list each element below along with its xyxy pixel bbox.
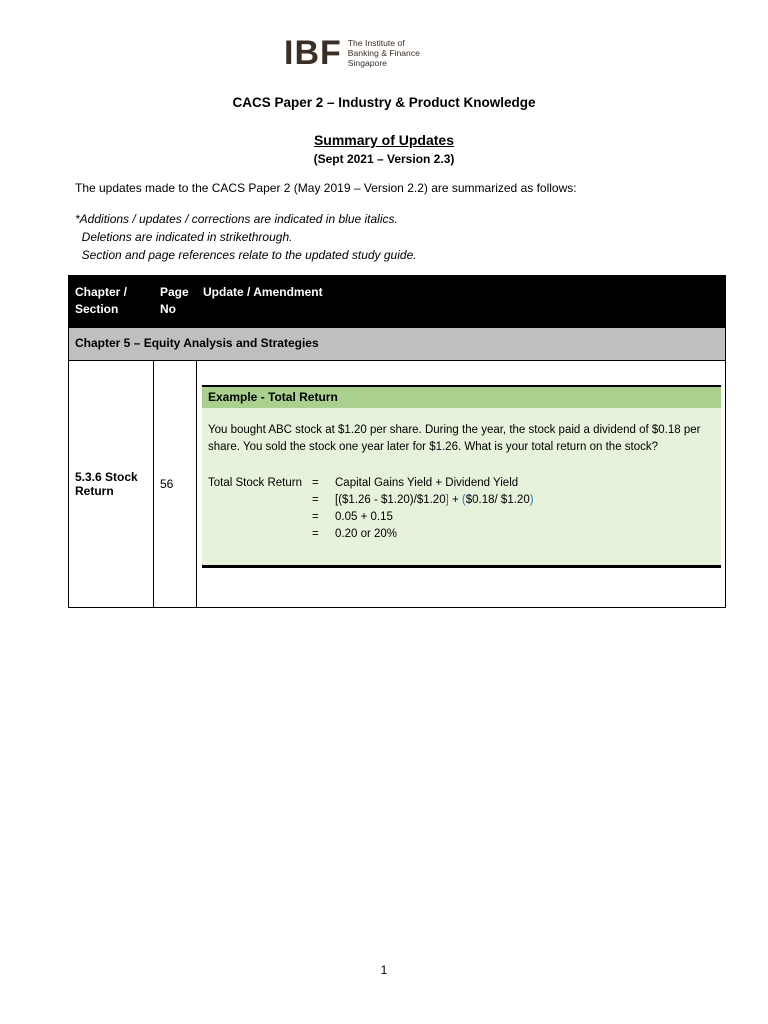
table-header-row: [69, 276, 726, 328]
calc-equals: =: [312, 494, 319, 506]
note-deletions: Deletions are indicated in strikethrough.: [75, 230, 293, 244]
notes: [75, 210, 417, 264]
example-calculation: [208, 475, 534, 543]
calc-label: Total Stock Return: [208, 477, 302, 489]
example-box: [202, 385, 721, 568]
calc-result: 0.20 or 20%: [335, 528, 398, 540]
logo-line-2: Banking & Finance: [347, 48, 420, 58]
chapter-title: Chapter 5 – Equity Analysis and Strategies: [69, 328, 726, 361]
logo-text: [348, 38, 420, 68]
note-references: Section and page references relate to the updated study guide.: [75, 248, 417, 262]
table-row: [69, 361, 726, 608]
calc-equals: =: [312, 511, 319, 523]
example-question: You bought ABC stock at $1.20 per share. During the year, the stock paid a dividend of $0.18 per share. You sold the stock one year later for $1.26. What is your total return on the stock?: [208, 424, 701, 453]
document-title: CACS Paper 2 – Industry & Product Knowledge: [232, 95, 536, 110]
calc-line-4: [208, 526, 534, 543]
header-page: Page No: [154, 276, 197, 328]
note-additions: *Additions / updates / corrections are indicated in blue italics.: [75, 212, 398, 226]
calc-line-1: [208, 475, 534, 492]
logo-mark: IBF: [284, 34, 342, 72]
example-title: Example - Total Return: [202, 387, 721, 408]
ibf-logo: [284, 36, 420, 70]
calc-substitution: [($1.26 - $1.20)/$1.20] + ($0.18/ $1.20): [335, 494, 534, 506]
calc-values: 0.05 + 0.15: [335, 511, 393, 523]
calc-equals: =: [312, 477, 319, 489]
row-update: [197, 361, 726, 608]
version-label: (Sept 2021 – Version 2.3): [313, 152, 455, 166]
calc-formula: Capital Gains Yield + Dividend Yield: [335, 477, 519, 489]
calc-line-2: [208, 492, 534, 509]
chapter-row: [69, 328, 726, 361]
page-number: 1: [380, 963, 388, 977]
updates-table: [68, 275, 726, 608]
summary-heading: [0, 132, 768, 148]
calc-line-3: [208, 509, 534, 526]
header-update: Update / Amendment: [197, 276, 726, 328]
logo-line-1: The Institute of: [347, 38, 405, 48]
header-section: Chapter / Section: [69, 276, 154, 328]
calc-equals: =: [312, 528, 319, 540]
row-page: 56: [154, 361, 197, 608]
logo-line-3: Singapore: [347, 58, 387, 68]
row-section: 5.3.6 Stock Return: [69, 361, 154, 608]
summary-heading-text: Summary of Updates: [313, 132, 455, 148]
intro-text: The updates made to the CACS Paper 2 (May 2019 – Version 2.2) are summarized as follows:: [75, 181, 577, 195]
